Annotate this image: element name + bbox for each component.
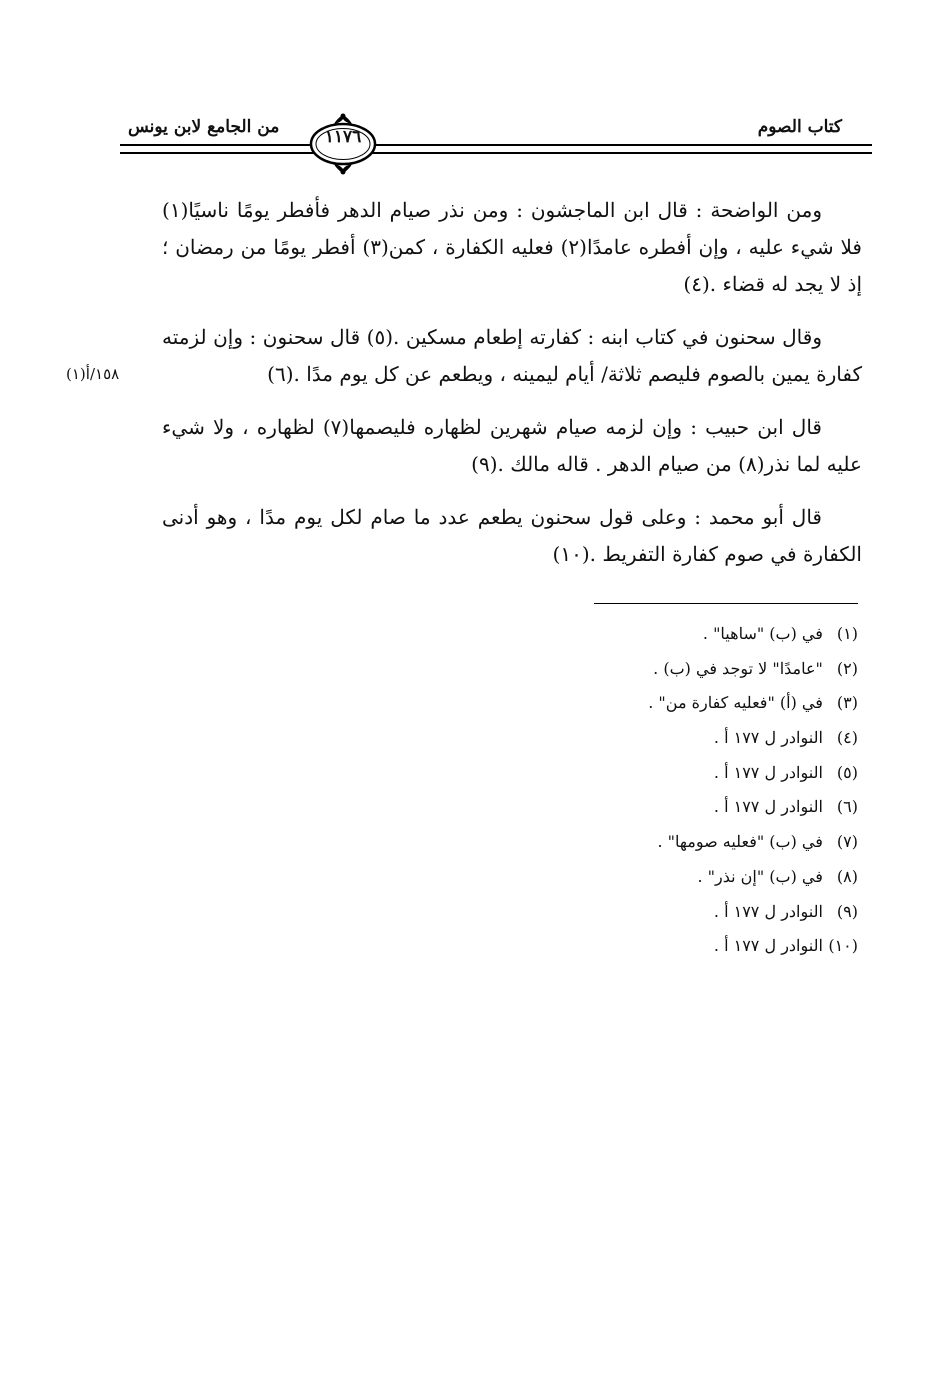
footnote-text: في (ب) "إن نذر" . [697, 866, 823, 886]
paragraph: قال ابن حبيب : وإن لزمه صيام شهرين لظهاره فليصمها(٧) لظهاره ، ولا شيء عليه لما نذر(٨) من صيام الدهر . قاله مالك .(٩) [162, 415, 862, 476]
footnote [520, 622, 858, 657]
footnote [520, 726, 858, 761]
footnote-number: (٧) [836, 832, 858, 852]
footnote-text: في (أ) "فعليه كفارة من" . [648, 693, 823, 713]
footnote-text: النوادر ل ١٧٧ أ . [713, 728, 823, 748]
running-head-chapter: كتاب الصوم [757, 117, 842, 137]
footnote-number: (٦) [836, 797, 858, 817]
footnote-separator [594, 603, 858, 604]
paragraph: قال أبو محمد : وعلى قول سحنون يطعم عدد ما صام لكل يوم مدًا ، وهو أدنى الكفارة في صوم كفارة التفريط .(١٠) [162, 505, 862, 566]
header-rule [120, 144, 872, 154]
footnote-number: (٩) [836, 901, 858, 921]
running-head-book: من الجامع لابن يونس [128, 117, 280, 137]
paragraph: ومن الواضحة : قال ابن الماجشون : ومن نذر صيام الدهر فأفطر يومًا ناسيًا(١) فلا شيء عليه ، وإن أفطره عامدًا(٢) فعليه الكفارة ، كمن(٣) أفطر يومًا من رمضان ؛ إذ لا يجد له قضاء .(٤) [162, 198, 862, 296]
page-header [120, 105, 872, 185]
margin-folio-reference: (١)١٥٨/أ [66, 365, 120, 383]
footnote-text: النوادر ل ١٧٧ أ . [713, 762, 823, 782]
footnote-number: (١٠) [828, 936, 858, 956]
footnote [520, 934, 858, 969]
footnote-number: (٤) [836, 728, 858, 748]
footnote [520, 900, 858, 935]
footnote [520, 865, 858, 900]
footnote-text: النوادر ل ١٧٧ أ . [713, 797, 823, 817]
footnote [520, 691, 858, 726]
main-text [162, 192, 862, 573]
footnote-text: في (ب) "فعليه صومها" . [657, 832, 823, 852]
footnote-number: (٨) [836, 866, 858, 886]
footnote-text: في (ب) "ساهيا" . [702, 624, 823, 643]
footnote [520, 795, 858, 830]
footnote [520, 657, 858, 692]
paragraph: وقال سحنون في كتاب ابنه : كفارته إطعام مسكين .(٥) قال سحنون : وإن لزمته كفارة يمين بالصوم فليصم ثلاثة/ أيام ليمينه ، ويطعم عن كل يوم مدًا .(٦) [162, 325, 862, 386]
footnote [520, 761, 858, 796]
footnotes-list [520, 622, 858, 969]
footnote-text: النوادر ل ١٧٧ أ . [713, 936, 823, 956]
footnote-number: (٣) [836, 693, 858, 713]
footnote-number: (٥) [836, 762, 858, 782]
footnote-number: (١) [836, 624, 858, 643]
footnote [520, 830, 858, 865]
footnote-text: النوادر ل ١٧٧ أ . [713, 901, 823, 921]
page-number: ١١٧٦ [324, 127, 362, 147]
footnote-number: (٢) [836, 658, 858, 678]
footnote-text: "عامدًا" لا توجد في (ب) . [653, 658, 823, 678]
